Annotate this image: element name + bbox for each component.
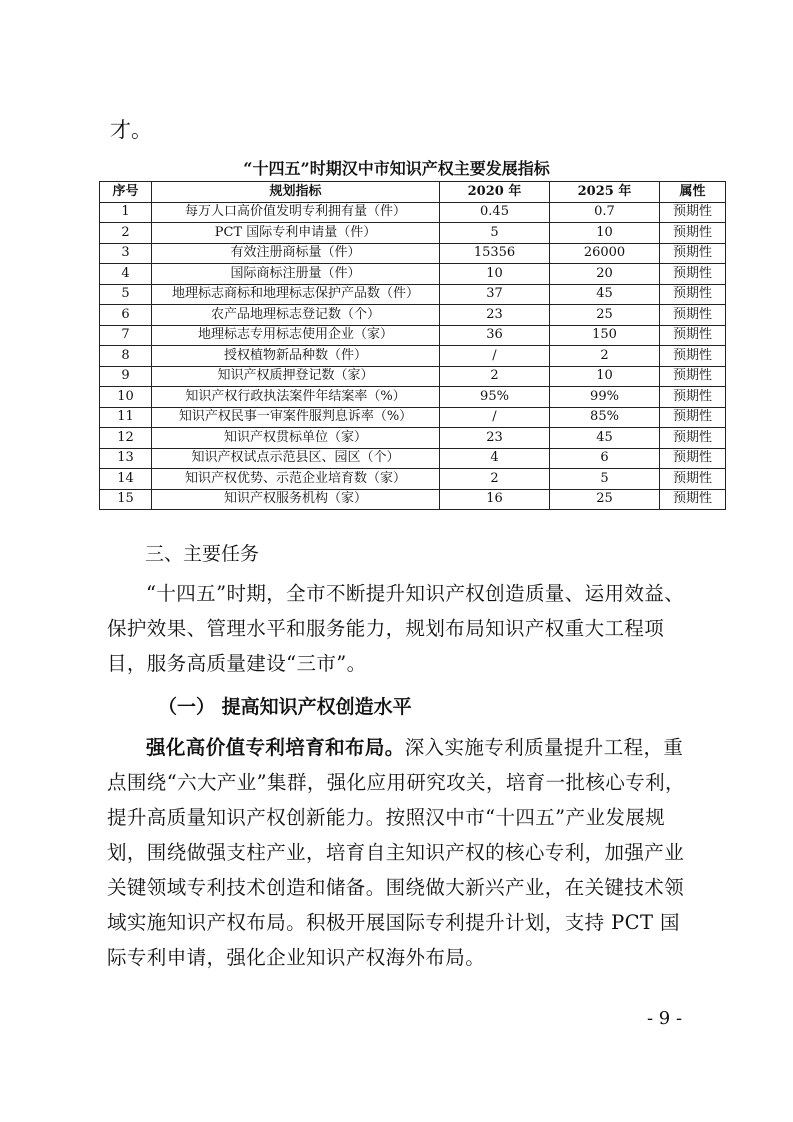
row-indicator: 知识产权优势、示范企业培育数（家） (152, 469, 440, 490)
row-attribute: 预期性 (660, 284, 726, 305)
table-row (100, 346, 726, 367)
row-indicator: 知识产权质押登记数（家） (152, 366, 440, 387)
row-attribute: 预期性 (660, 305, 726, 326)
row-index: 6 (100, 305, 152, 326)
row-attribute: 预期性 (660, 489, 726, 510)
row-indicator: 知识产权贯标单位（家） (152, 428, 440, 449)
row-index: 2 (100, 223, 152, 244)
row-value-2020: 10 (440, 264, 550, 285)
row-value-2025: 45 (550, 284, 660, 305)
row-attribute: 预期性 (660, 202, 726, 223)
table-row (100, 223, 726, 244)
row-value-2025: 150 (550, 325, 660, 346)
table-row (100, 366, 726, 387)
row-index: 3 (100, 243, 152, 264)
row-value-2020: 36 (440, 325, 550, 346)
row-index: 7 (100, 325, 152, 346)
header-attribute: 属性 (660, 182, 726, 203)
row-indicator: 地理标志专用标志使用企业（家） (152, 325, 440, 346)
row-index: 9 (100, 366, 152, 387)
row-value-2025: 20 (550, 264, 660, 285)
row-indicator: 农产品地理标志登记数（个） (152, 305, 440, 326)
row-attribute: 预期性 (660, 243, 726, 264)
row-value-2020: / (440, 346, 550, 367)
row-indicator: 地理标志商标和地理标志保护产品数（件） (152, 284, 440, 305)
row-value-2025: 5 (550, 469, 660, 490)
row-indicator: PCT 国际专利申请量（件） (152, 223, 440, 244)
row-value-2020: / (440, 407, 550, 428)
row-value-2025: 26000 (550, 243, 660, 264)
row-value-2025: 2 (550, 346, 660, 367)
header-2025: 2025 年 (550, 182, 660, 203)
paragraph-lead: 强化高价值专利培育和布局。 (146, 736, 405, 759)
table-row (100, 387, 726, 408)
row-index: 1 (100, 202, 152, 223)
row-attribute: 预期性 (660, 325, 726, 346)
row-value-2020: 4 (440, 448, 550, 469)
row-value-2025: 99% (550, 387, 660, 408)
table-row (100, 448, 726, 469)
row-value-2020: 23 (440, 305, 550, 326)
paragraph-intro: “十四五”时期，全市不断提升知识产权创造质量、运用效益、保护效果、管理水平和服务能力，规划布局知识产权重大工程项目，服务高质量建设“三市”。 (107, 582, 685, 675)
table-body (100, 202, 726, 510)
table-row (100, 264, 726, 285)
row-index: 8 (100, 346, 152, 367)
table-row (100, 243, 726, 264)
row-indicator: 知识产权民事一审案件服判息诉率（%） (152, 407, 440, 428)
table-row (100, 428, 726, 449)
row-indicator: 授权植物新品种数（件） (152, 346, 440, 367)
row-attribute: 预期性 (660, 469, 726, 490)
row-index: 5 (100, 284, 152, 305)
table-row (100, 489, 726, 510)
row-attribute: 预期性 (660, 448, 726, 469)
table-row (100, 305, 726, 326)
row-value-2020: 16 (440, 489, 550, 510)
paragraph-body: 深入实施专利质量提升工程，重点围绕“六大产业”集群，强化应用研究攻关，培育一批核心专利，提升高质量知识产权创新能力。按照汉中市“十四五”产业发展规划，围绕做强支柱产业，培育自主知识产权的核心专利，加强产业关键领域专利技术创造和储备。围绕做大新兴产业，在关键技术领域实施知识产权布局。积极开展国际专利提升计划，支持 PCT 国际专利申请，强化企业知识产权海外布局。 (107, 736, 685, 969)
row-attribute: 预期性 (660, 366, 726, 387)
row-indicator: 每万人口高价值发明专利拥有量（件） (152, 202, 440, 223)
table-row (100, 325, 726, 346)
row-indicator: 知识产权试点示范县区、园区（个） (152, 448, 440, 469)
row-value-2020: 0.45 (440, 202, 550, 223)
row-value-2025: 10 (550, 366, 660, 387)
table-row (100, 407, 726, 428)
row-index: 14 (100, 469, 152, 490)
row-index: 11 (100, 407, 152, 428)
row-attribute: 预期性 (660, 264, 726, 285)
row-attribute: 预期性 (660, 428, 726, 449)
row-indicator: 知识产权行政执法案件年结案率（%） (152, 387, 440, 408)
row-value-2020: 23 (440, 428, 550, 449)
row-value-2025: 45 (550, 428, 660, 449)
row-index: 4 (100, 264, 152, 285)
row-value-2020: 5 (440, 223, 550, 244)
row-attribute: 预期性 (660, 407, 726, 428)
row-value-2020: 37 (440, 284, 550, 305)
table-header-row (100, 182, 726, 203)
row-indicator: 知识产权服务机构（家） (152, 489, 440, 510)
section-heading: 三、主要任务 (145, 543, 260, 565)
row-attribute: 预期性 (660, 387, 726, 408)
row-indicator: 国际商标注册量（件） (152, 264, 440, 285)
row-index: 13 (100, 448, 152, 469)
table-row (100, 202, 726, 223)
row-value-2020: 15356 (440, 243, 550, 264)
subheading: （一） 提高知识产权创造水平 (158, 696, 412, 718)
indicators-table (99, 181, 726, 510)
row-value-2025: 85% (550, 407, 660, 428)
row-value-2025: 10 (550, 223, 660, 244)
continuation-text: 才。 (110, 118, 152, 142)
row-index: 10 (100, 387, 152, 408)
row-value-2025: 25 (550, 305, 660, 326)
paragraph-patent (107, 730, 697, 975)
row-index: 15 (100, 489, 152, 510)
row-indicator: 有效注册商标量（件） (152, 243, 440, 264)
row-attribute: 预期性 (660, 223, 726, 244)
row-attribute: 预期性 (660, 346, 726, 367)
row-value-2025: 6 (550, 448, 660, 469)
table-title: “十四五”时期汉中市知识产权主要发展指标 (243, 159, 550, 178)
table-row (100, 469, 726, 490)
header-2020: 2020 年 (440, 182, 550, 203)
page-number: - 9 - (647, 1008, 683, 1029)
row-value-2025: 0.7 (550, 202, 660, 223)
row-index: 12 (100, 428, 152, 449)
row-value-2025: 25 (550, 489, 660, 510)
row-value-2020: 95% (440, 387, 550, 408)
row-value-2020: 2 (440, 366, 550, 387)
header-index: 序号 (100, 182, 152, 203)
header-indicator: 规划指标 (152, 182, 440, 203)
table-row (100, 284, 726, 305)
row-value-2020: 2 (440, 469, 550, 490)
